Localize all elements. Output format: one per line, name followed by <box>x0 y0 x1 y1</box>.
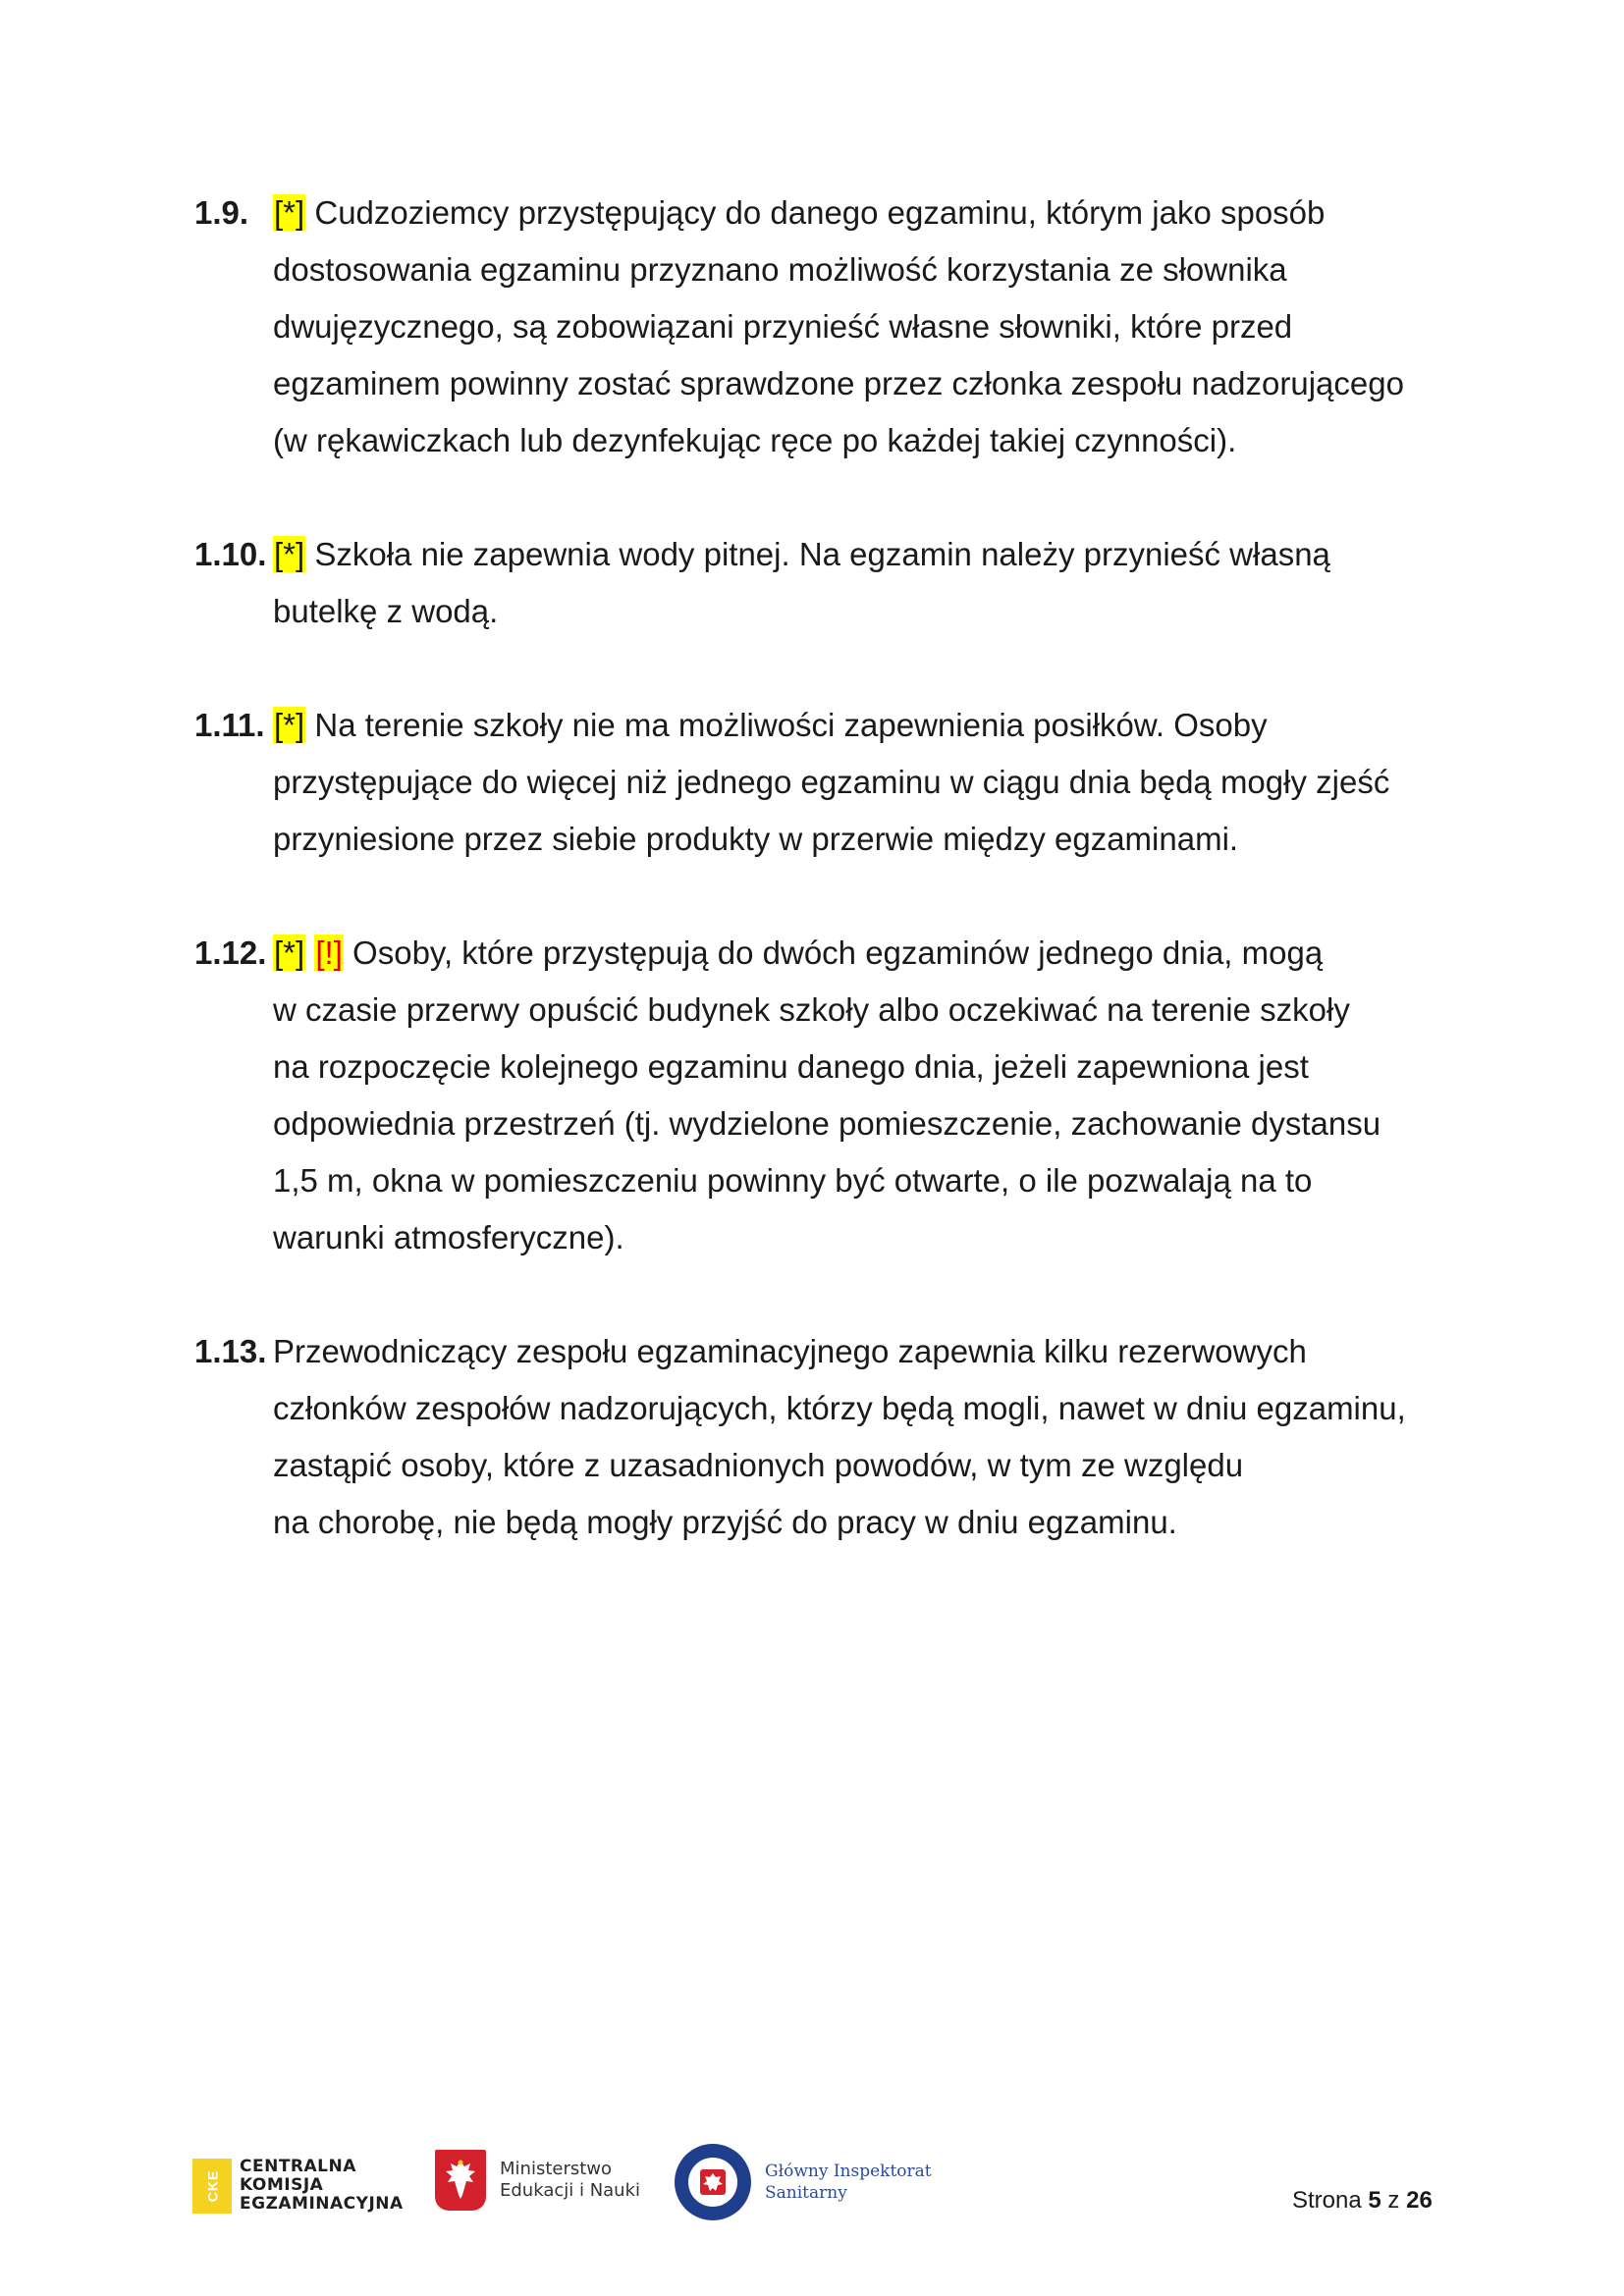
warning-tag: [!] <box>315 934 343 971</box>
cke-name-line: CENTRALNA <box>240 2157 356 2176</box>
gis-logo <box>675 2144 932 2220</box>
item-line: odpowiednia przestrzeń (tj. wydzielone pomieszczenie, zachowanie dystansu <box>273 1105 1381 1142</box>
item-text: Osoby, które przystępują do dwóch egzaminów jednego dnia, mogą <box>352 934 1324 971</box>
star-tag: [*] <box>274 536 305 572</box>
item-body <box>273 185 1451 469</box>
item-line: dwujęzycznego, są zobowiązani przynieść własne słowniki, które przed <box>273 308 1293 345</box>
item-text: Na terenie szkoły nie ma możliwości zapewnienia posiłków. Osoby <box>314 707 1268 743</box>
item-number: 1.10. <box>194 536 267 572</box>
eagle-emblem-icon <box>435 2150 486 2211</box>
men-name-line: Edukacji i Nauki <box>500 2180 641 2201</box>
item-line: 1,5 m, okna w pomieszczeniu powinny być otwarte, o ile pozwalają na to <box>273 1162 1313 1199</box>
cke-name-line: EGZAMINACYJNA <box>240 2194 404 2214</box>
item-line: na chorobę, nie będą mogły przyjść do pracy w dniu egzaminu. <box>273 1504 1177 1540</box>
men-name <box>500 2159 640 2202</box>
cke-logo <box>192 2158 404 2214</box>
gis-name <box>765 2161 932 2204</box>
cke-name-line: KOMISJA <box>240 2175 324 2195</box>
item-body <box>273 925 1451 1266</box>
item-body <box>273 697 1451 868</box>
men-name-line: Ministerstwo <box>500 2159 613 2179</box>
item-line: dostosowania egzaminu przyznano możliwość korzystania ze słownika <box>273 251 1287 288</box>
item-number: 1.12. <box>194 934 267 971</box>
gis-name-line: Główny Inspektorat <box>765 2162 932 2181</box>
list-item-1-9 <box>194 185 1451 469</box>
item-line: warunki atmosferyczne). <box>273 1219 624 1255</box>
item-body <box>273 526 1451 640</box>
page-number <box>1292 2187 1433 2215</box>
item-text: Cudzoziemcy przystępujący do danego egzaminu, którym jako sposób <box>314 194 1326 231</box>
cke-mark-text: CKE <box>204 2169 220 2202</box>
item-number: 1.9. <box>194 194 249 231</box>
page-label: Strona <box>1292 2187 1362 2214</box>
page-separator: z <box>1387 2187 1400 2214</box>
gis-name-line: Sanitarny <box>765 2183 847 2203</box>
item-line: zastąpić osoby, które z uzasadnionych powodów, w tym ze względu <box>273 1447 1244 1483</box>
item-line <box>273 185 1451 241</box>
list-item-1-11 <box>194 697 1451 868</box>
page-footer <box>0 2140 1624 2248</box>
list-item-1-12 <box>194 925 1451 1266</box>
cke-name <box>240 2158 404 2214</box>
item-line: Przewodniczący zespołu egzaminacyjnego zapewnia kilku rezerwowych <box>273 1333 1307 1369</box>
total-pages: 26 <box>1406 2187 1433 2214</box>
item-line: członków zespołów nadzorujących, którzy będą mogli, nawet w dniu egzaminu, <box>273 1390 1406 1426</box>
item-line: (w rękawiczkach lub dezynfekując ręce po każdej takiej czynności). <box>273 422 1237 458</box>
item-body <box>273 1323 1451 1551</box>
item-line: przyniesione przez siebie produkty w przerwie między egzaminami. <box>273 821 1239 857</box>
sanitary-inspection-seal-icon <box>675 2144 751 2220</box>
item-text: Szkoła nie zapewnia wody pitnej. Na egzamin należy przynieść własną <box>314 536 1330 572</box>
item-number: 1.11. <box>194 707 265 743</box>
item-line: w czasie przerwy opuścić budynek szkoły albo oczekiwać na terenie szkoły <box>273 991 1350 1028</box>
item-line: butelkę z wodą. <box>273 593 499 629</box>
item-line <box>273 526 1451 583</box>
men-logo <box>435 2150 640 2211</box>
star-tag: [*] <box>274 934 305 971</box>
item-line <box>273 925 1451 982</box>
item-number: 1.13. <box>194 1333 267 1369</box>
item-line <box>273 697 1451 754</box>
star-tag: [*] <box>274 707 305 743</box>
item-line: przystępujące do więcej niż jednego egzaminu w ciągu dnia będą mogły zjeść <box>273 764 1390 800</box>
cke-mark-icon <box>192 2159 232 2214</box>
item-line: egzaminem powinny zostać sprawdzone przez członka zespołu nadzorującego <box>273 365 1404 401</box>
list-item-1-10 <box>194 526 1451 640</box>
star-tag: [*] <box>274 194 305 231</box>
current-page: 5 <box>1368 2187 1381 2214</box>
item-line: na rozpoczęcie kolejnego egzaminu danego dnia, jeżeli zapewniona jest <box>273 1048 1309 1085</box>
list-item-1-13 <box>194 1323 1451 1551</box>
